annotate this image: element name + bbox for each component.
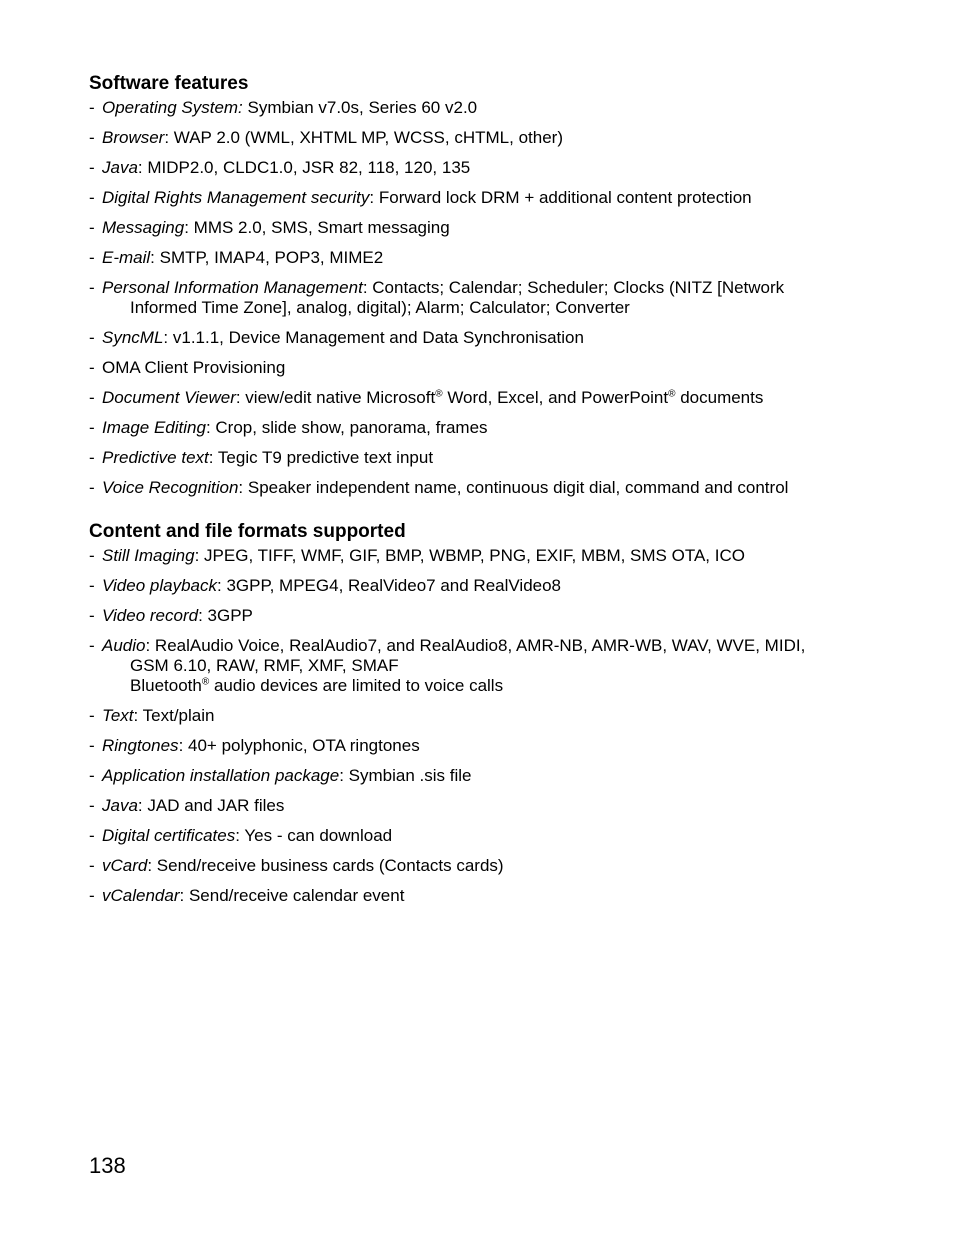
section-software-features — [89, 72, 889, 498]
list-item: - Ringtones: 40+ polyphonic, OTA ringtones — [89, 736, 420, 755]
feature-list — [89, 98, 889, 498]
list-item: - Video playback: 3GPP, MPEG4, RealVideo7 and RealVideo8 — [89, 576, 562, 595]
list-item: - Operating System: Symbian v7.0s, Series 60 v2.0 — [89, 98, 478, 117]
list-item: - Image Editing: Crop, slide show, panorama, frames — [89, 418, 488, 437]
list-item: - Audio: RealAudio Voice, RealAudio7, and RealAudio8, AMR-NB, AMR-WB, WAV, WVE, MIDI, GSM 6.10, RAW, RMF, XMF, SMAF Bluetooth® audio devices are limited to voice calls — [89, 636, 806, 695]
list-item: - Browser: WAP 2.0 (WML, XHTML MP, WCSS, cHTML, other) — [89, 128, 563, 147]
list-item: - Application installation package: Symbian .sis file — [89, 766, 472, 785]
list-item: - Document Viewer: view/edit native Microsoft® Word, Excel, and PowerPoint® documents — [89, 388, 764, 407]
list-item: - vCalendar: Send/receive calendar event — [89, 886, 405, 905]
section-heading: Content and file formats supported — [89, 521, 406, 542]
list-item: - vCard: Send/receive business cards (Contacts cards) — [89, 856, 504, 875]
document-page — [89, 72, 889, 916]
list-item: - Video record: 3GPP — [89, 606, 253, 625]
list-item: - Personal Information Management: Contacts; Calendar; Scheduler; Clocks (NITZ [Network Informed Time Zone], analog, digital); Alarm; Calculator; Converter — [89, 278, 785, 317]
list-item: - SyncML: v1.1.1, Device Management and Data Synchronisation — [89, 328, 584, 347]
section-content-formats — [89, 520, 889, 906]
list-item: - Java: MIDP2.0, CLDC1.0, JSR 82, 118, 120, 135 — [89, 158, 471, 177]
page-number: 138 — [89, 1153, 126, 1178]
list-item: - Messaging: MMS 2.0, SMS, Smart messaging — [89, 218, 450, 237]
section-heading: Software features — [89, 73, 249, 94]
list-item: - OMA Client Provisioning — [89, 358, 286, 377]
list-item: - Voice Recognition: Speaker independent name, continuous digit dial, command and control — [89, 478, 789, 497]
list-item: - Java: JAD and JAR files — [89, 796, 285, 815]
list-item: - Still Imaging: JPEG, TIFF, WMF, GIF, BMP, WBMP, PNG, EXIF, MBM, SMS OTA, ICO — [89, 546, 745, 565]
format-list — [89, 546, 889, 906]
list-item: - Text: Text/plain — [89, 706, 215, 725]
list-item: - Digital certificates: Yes - can download — [89, 826, 393, 845]
list-item: - Digital Rights Management security: Forward lock DRM + additional content protection — [89, 188, 752, 207]
list-item: - Predictive text: Tegic T9 predictive text input — [89, 448, 434, 467]
list-item: - E-mail: SMTP, IMAP4, POP3, MIME2 — [89, 248, 384, 267]
